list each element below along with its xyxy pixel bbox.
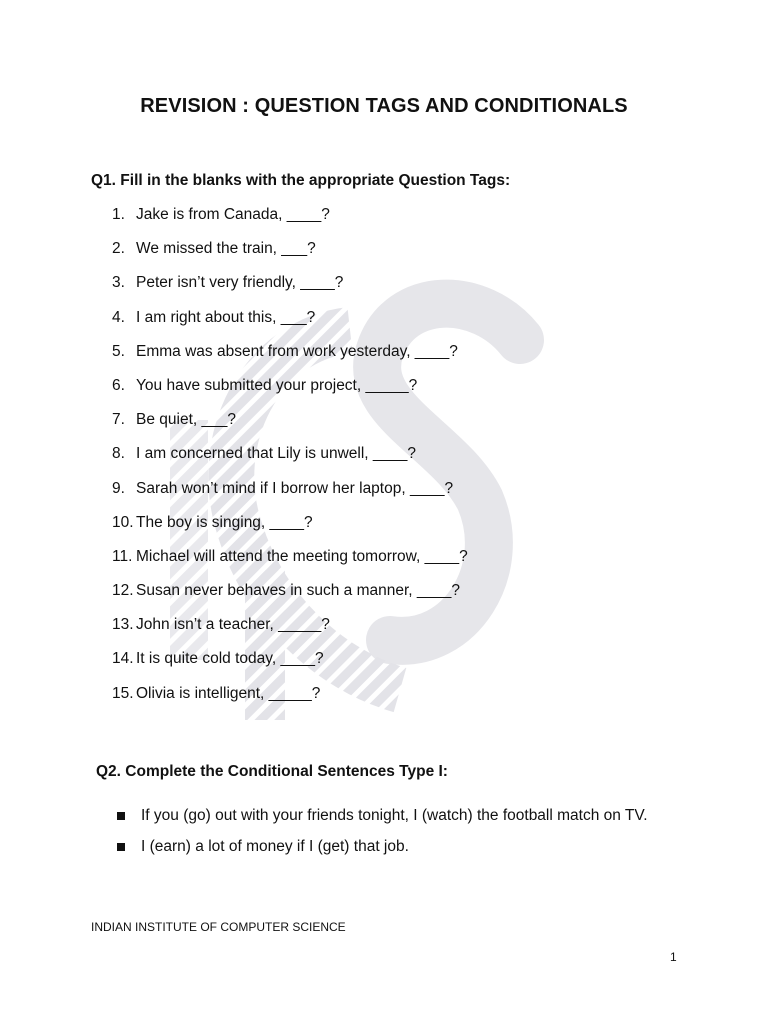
- square-bullet-icon: [117, 843, 125, 851]
- item-number: 3.: [112, 274, 125, 292]
- q1-heading: Q1. Fill in the blanks with the appropriate Question Tags:: [91, 172, 511, 189]
- item-number: 6.: [112, 376, 125, 394]
- page-title: REVISION : QUESTION TAGS AND CONDITIONALS: [140, 95, 628, 117]
- list-item: [112, 306, 468, 340]
- list-item: [112, 203, 468, 237]
- item-number: 4.: [112, 308, 125, 326]
- item-number: 15.: [112, 684, 134, 702]
- list-item: [112, 271, 468, 305]
- list-item: [115, 800, 675, 831]
- page-footer: INDIAN INSTITUTE OF COMPUTER SCIENCE: [91, 920, 346, 934]
- item-number: 10.: [112, 513, 134, 531]
- list-item: [112, 511, 468, 545]
- item-number: 14.: [112, 650, 134, 668]
- page-number: 1: [670, 950, 677, 964]
- item-number: 13.: [112, 616, 134, 634]
- list-item: [112, 613, 468, 647]
- list-item: [115, 831, 675, 862]
- item-number: 12.: [112, 582, 134, 600]
- item-number: 8.: [112, 445, 125, 463]
- list-item: [112, 545, 468, 579]
- list-item: [112, 340, 468, 374]
- item-number: 1.: [112, 206, 125, 223]
- item-number: 5.: [112, 342, 125, 360]
- item-text: If you (go) out with your friends tonight, I (watch) the football match on TV.: [141, 807, 648, 824]
- list-item: [112, 442, 468, 476]
- item-text: We missed the train, ___?: [136, 240, 316, 258]
- item-text: Susan never behaves in such a manner, ____?: [136, 582, 461, 600]
- item-text: You have submitted your project, _____?: [136, 376, 418, 394]
- item-text: Emma was absent from work yesterday, ____?: [136, 342, 458, 360]
- list-item: [112, 408, 468, 442]
- item-text: It is quite cold today, ____?: [136, 650, 324, 668]
- list-item: [112, 647, 468, 681]
- item-text: John isn’t a teacher, _____?: [136, 616, 330, 634]
- q2-heading: Q2. Complete the Conditional Sentences Type I:: [96, 763, 448, 780]
- item-text: I am right about this, ___?: [136, 308, 316, 326]
- item-text: I am concerned that Lily is unwell, ____?: [136, 445, 417, 463]
- item-text: Olivia is intelligent, _____?: [136, 684, 321, 702]
- item-text: I (earn) a lot of money if I (get) that job.: [141, 838, 409, 855]
- list-item: [112, 579, 468, 613]
- item-number: 11.: [112, 547, 133, 565]
- list-item: [112, 237, 468, 271]
- item-text: Be quiet, ___?: [136, 411, 236, 429]
- item-text: The boy is singing, ____?: [136, 513, 313, 531]
- item-number: 9.: [112, 479, 125, 497]
- item-text: Peter isn’t very friendly, ____?: [136, 274, 344, 292]
- item-text: Michael will attend the meeting tomorrow, ____?: [136, 547, 468, 565]
- q2-sentence-list: [115, 800, 675, 862]
- list-item: [112, 477, 468, 511]
- list-item: [112, 682, 468, 716]
- item-number: 2.: [112, 240, 125, 258]
- list-item: [112, 374, 468, 408]
- item-text: Jake is from Canada, ____?: [136, 206, 330, 223]
- item-text: Sarah won’t mind if I borrow her laptop, ____?: [136, 479, 454, 497]
- q1-question-list: [112, 203, 468, 716]
- item-number: 7.: [112, 411, 125, 429]
- square-bullet-icon: [117, 812, 125, 820]
